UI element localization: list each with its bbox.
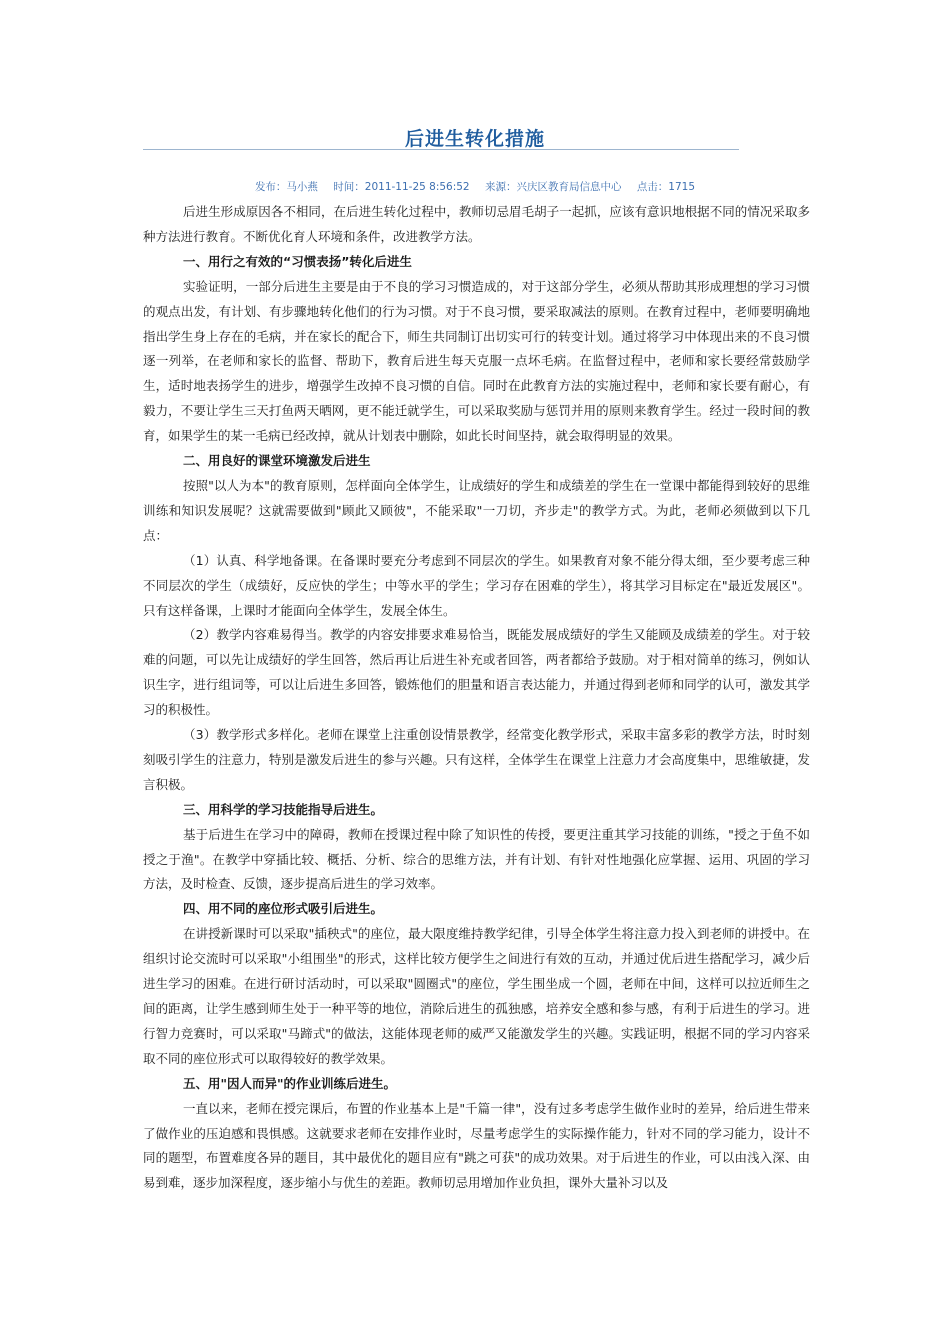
article-meta xyxy=(0,179,950,194)
body-paragraph: 在讲授新课时可以采取"插秧式"的座位，最大限度维持教学纪律，引导全体学生将注意力投入到老师的讲授中。在组织讨论交流时可以采取"小组围坐"的形式，这样比较方便学生之间进行有效的互动，并通过优后进生搭配学习，减少后进生学习的困难。在进行研讨活动时，可以采取"圆圈式"的座位，学生围坐成一个圆，老师在中间，这样可以拉近师生之间的距离，让学生感到师生处于一种平等的地位，消除后进生的孤独感，培养安全感和参与感，有利于后进生的学习。进行智力竞赛时，可以采取"马蹄式"的做法，这能体现老师的威严又能激发学生的兴趣。实践证明，根据不同的学习内容采取不同的座位形式可以取得较好的教学效果。 xyxy=(143,926,810,1066)
section-heading-1: 一、用行之有效的“习惯表扬”转化后进生 xyxy=(183,253,412,269)
meta-source: 来源：兴庆区教育局信息中心 xyxy=(484,181,622,193)
meta-author: 发布：马小燕 xyxy=(254,181,318,193)
body-paragraph: 实验证明，一部分后进生主要是由于不良的学习习惯造成的，对于这部分学生，必须从帮助其形成理想的学习习惯的观点出发，有计划、有步骤地转化他们的行为习惯。对于不良习惯，要采取减法的原则。在教育过程中，老师要明确地指出学生身上存在的毛病，并在家长的配合下，师生共同制订出切实可行的转变计划。通过将学习中体现出来的不良习惯逐一列举，在老师和家长的监督、帮助下，教育后进生每天克服一点坏毛病。在监督过程中，老师和家长要经常鼓励学生，适时地表扬学生的进步，增强学生改掉不良习惯的自信。同时在此教育方法的实施过程中，老师和家长要有耐心，有毅力，不要让学生三天打鱼两天晒网，更不能迁就学生，可以采取奖励与惩罚并用的原则来教育学生。经过一段时间的教育，如果学生的某一毛病已经改掉，就从计划表中删除，如此长时间坚持，就会取得明显的效果。 xyxy=(143,278,810,444)
body-paragraph: 一直以来，老师在授完课后，布置的作业基本上是"千篇一律"，没有过多考虑学生做作业时的差异，给后进生带来了做作业的压迫感和畏惧感。这就要求老师在安排作业时，尽量考虑学生的实际操作能力，针对不同的学习能力，设计不同的题型，布置难度各异的题目，其中最优化的题目应有"跳之可获"的成功效果。对于后进生的作业，可以由浅入深、由易到难，逐步加深程度，逐步缩小与优生的差距。教师切忌用增加作业负担，课外大量补习以及 xyxy=(143,1100,810,1191)
section-heading-5: 五、用"因人而异"的作业训练后进生。 xyxy=(183,1075,397,1091)
meta-time: 时间：2011-11-25 8:56:52 xyxy=(333,181,470,193)
body-paragraph: 按照"以人为本"的教育原则，怎样面向全体学生，让成绩好的学生和成绩差的学生在一堂课中都能得到较好的思维训练和知识发展呢？这就需要做到"顾此又顾彼"，不能采取"一刀切，齐步走"的教学方式。为此，老师必须做到以下几点： xyxy=(143,477,810,543)
intro-paragraph: 后进生形成原因各不相同，在后进生转化过程中，教师切忌眉毛胡子一起抓，应该有意识地根据不同的情况采取多种方法进行教育。不断优化育人环境和条件，改进教学方法。 xyxy=(143,204,810,244)
list-item-1: （1）认真、科学地备课。在备课时要充分考虑到不同层次的学生。如果教育对象不能分得太细，至少要考虑三种不同层次的学生（成绩好，反应快的学生；中等水平的学生；学习存在困难的学生），将其学习目标定在"最近发展区"。只有这样备课，上课时才能面向全体学生，发展全体生。 xyxy=(143,552,810,618)
article-title: 后进生转化措施 xyxy=(404,128,545,150)
section-heading-4: 四、用不同的座位形式吸引后进生。 xyxy=(183,901,384,917)
list-item-3: （3）教学形式多样化。老师在课堂上注重创设情景教学，经常变化教学形式，采取丰富多彩的教学方法，时时刻刻吸引学生的注意力，特别是激发后进生的参与兴趣。只有这样，全体学生在课堂上注意力才会高度集中，思维敏捷，发言积极。 xyxy=(143,727,810,792)
section-heading-2: 二、用良好的课堂环境激发后进生 xyxy=(183,453,371,469)
meta-clicks: 点击：1715 xyxy=(636,181,696,193)
body-paragraph: 基于后进生在学习中的障碍，教师在授课过程中除了知识性的传授，要更注重其学习技能的训练，"授之于鱼不如授之于渔"。在教学中穿插比较、概括、分析、综合的思维方法，并有计划、有针对性地强化应掌握、运用、巩固的学习方法，及时检查、反馈，逐步提高后进生的学习效率。 xyxy=(143,826,810,892)
section-heading-3: 三、用科学的学习技能指导后进生。 xyxy=(183,801,384,817)
article-body xyxy=(143,200,810,1196)
title-divider xyxy=(143,149,739,150)
list-item-2: （2）教学内容难易得当。教学的内容安排要求难易恰当，既能发展成绩好的学生又能顾及成绩差的学生。对于较难的问题，可以先让成绩好的学生回答，然后再让后进生补充或者回答，两者都给予鼓励。对于相对简单的练习，例如认识生字，进行组词等，可以让后进生多回答，锻炼他们的胆量和语言表达能力，并通过得到老师和同学的认可，激发其学习的积极性。 xyxy=(143,627,810,718)
